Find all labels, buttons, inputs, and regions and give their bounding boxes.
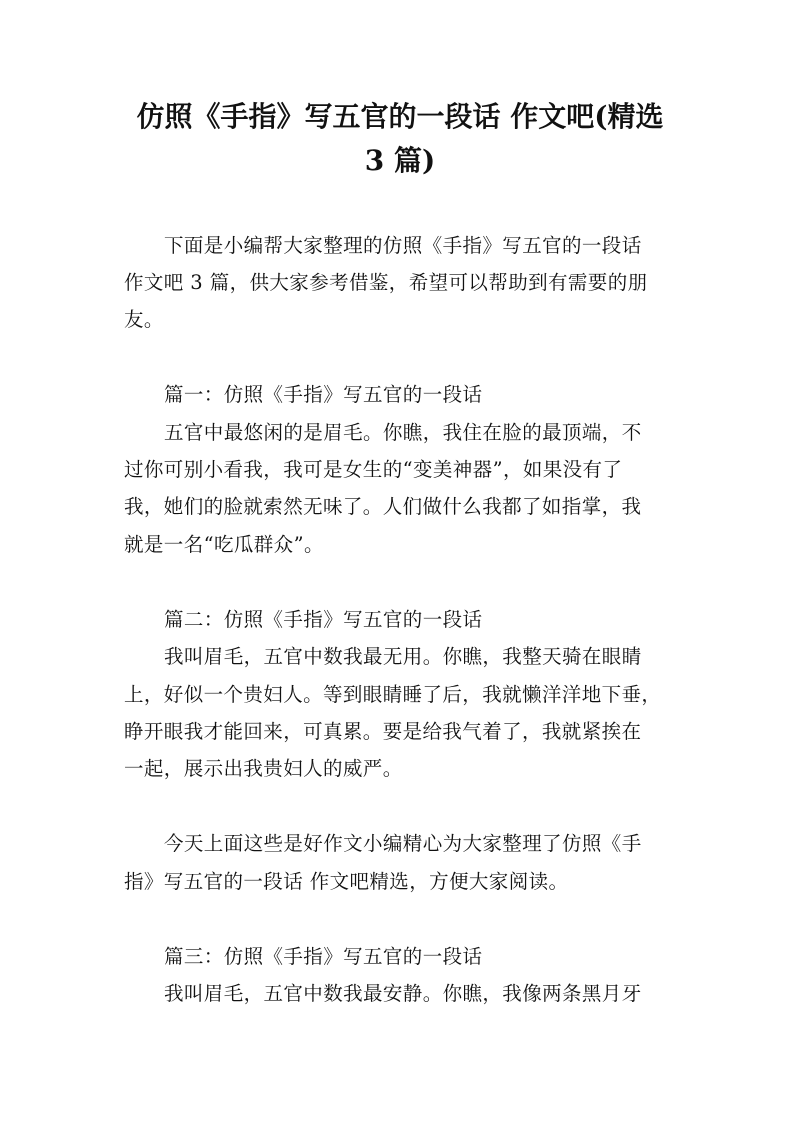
- section3-line-1: 我叫眉毛，五官中数我最安静。你瞧，我像两条黑月牙: [164, 982, 642, 1005]
- section2-line-1: 我叫眉毛，五官中数我最无用。你瞧，我整天骑在眼睛: [164, 645, 642, 668]
- section1-line-2: 过你可别小看我，我可是女生的“变美神器”，如果没有了: [124, 458, 623, 481]
- section2-line-2: 上，好似一个贵妇人。等到眼睛睡了后，我就懒洋洋地下垂，: [124, 683, 662, 706]
- closing-line-2: 指》写五官的一段话 作文吧精选，方便大家阅读。: [124, 870, 569, 893]
- intro-line-3: 友。: [124, 308, 164, 331]
- intro-line-2: 作文吧 3 篇，供大家参考借鉴，希望可以帮助到有需要的朋: [124, 271, 648, 294]
- closing-line-1: 今天上面这些是好作文小编精心为大家整理了仿照《手: [164, 832, 642, 855]
- intro-line-1: 下面是小编帮大家整理的仿照《手指》写五官的一段话: [164, 234, 642, 257]
- section2-line-3: 睁开眼我才能回来，可真累。要是给我气着了，我就紧挨在: [124, 720, 642, 743]
- section1-line-1: 五官中最悠闲的是眉毛。你瞧，我住在脸的最顶端，不: [164, 421, 642, 444]
- section1-line-4: 就是一名“吃瓜群众”。: [124, 533, 324, 556]
- section3-heading: 篇三：仿照《手指》写五官的一段话: [164, 945, 483, 968]
- section1-heading: 篇一：仿照《手指》写五官的一段话: [164, 383, 483, 406]
- document-title-line-1: 仿照《手指》写五官的一段话 作文吧(精选: [136, 100, 664, 133]
- document-title-line-2: 3 篇): [364, 144, 436, 177]
- section1-line-3: 我，她们的脸就索然无味了。人们做什么我都了如指掌，我: [124, 495, 642, 518]
- section2-heading: 篇二：仿照《手指》写五官的一段话: [164, 608, 483, 631]
- section2-line-4: 一起，展示出我贵妇人的威严。: [124, 757, 403, 780]
